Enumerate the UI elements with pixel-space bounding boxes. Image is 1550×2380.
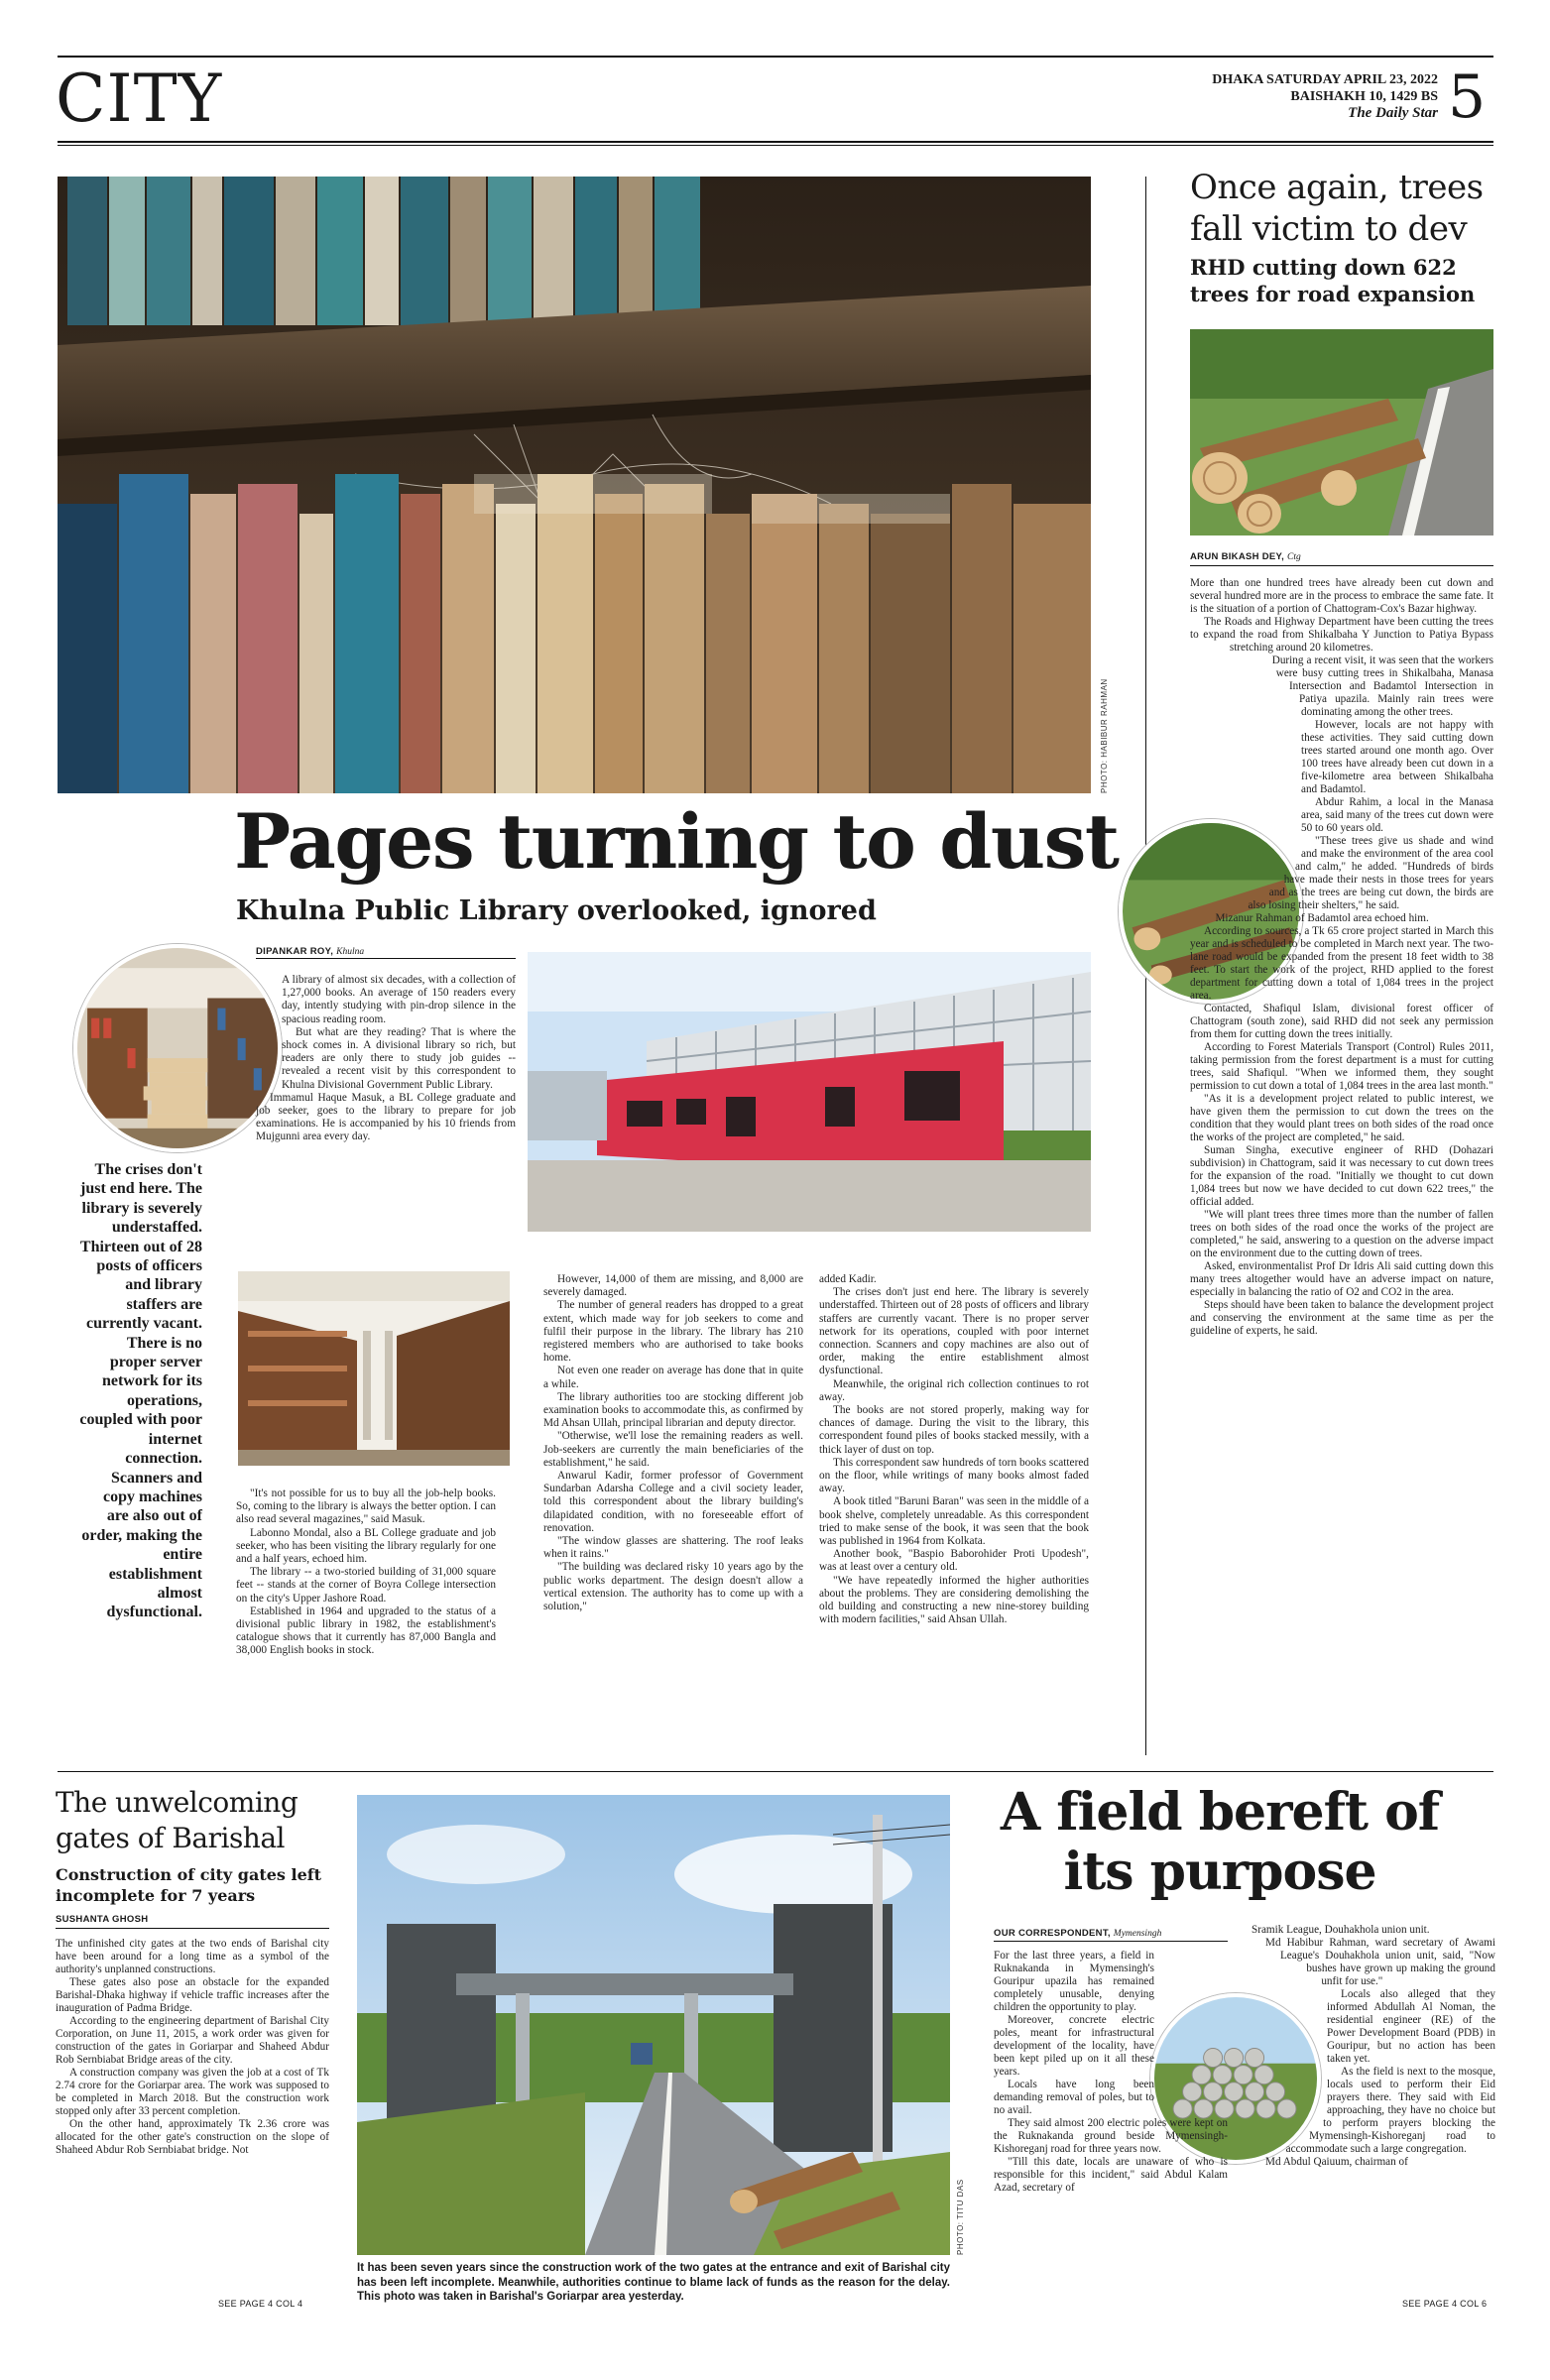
dateline — [1111, 71, 1438, 122]
section-divider — [58, 1771, 1493, 1772]
lead-paragraph: A library of almost six decades, with a collection of 1,27,000 books. An average of 150 readers every day, intently studying with pin-drop silence in the spacious reading room. — [282, 974, 516, 1025]
trees-paragraph: Steps should have been taken to balance the development project and conserving the environment at the same time as per the guideline of experts, he said. — [1190, 1299, 1493, 1337]
dateline-bangla: BAISHAKH 10, 1429 BS — [1290, 89, 1438, 104]
lead-paragraph: Labonno Mondal, also a BL College graduate and job seeker, who has been visiting the library regularly for one and a half years, echoed him. — [236, 1526, 496, 1566]
trees-paragraph: However, locals are not happy with these activities. They said cutting down trees started around one month ago. Over 100 trees have already been cut down in a five-kilometre area between Shikalbaha and Badamtol. — [1301, 719, 1493, 795]
lead-paragraph: "The building was declared risky 10 years ago by the public works department. The design doesn't allow a vertical extension. The authority has to come up with a solution," — [543, 1561, 803, 1613]
trees-paragraph: The Roads and Highway Department have been cutting the trees to expand the road from Shikalbaha Y Junction to Patiya Bypass stretching around 20 kilometres. — [1190, 616, 1493, 654]
dusty-books-illustration — [58, 177, 1091, 793]
lead-paragraph: Another book, "Baspio Baborohider Proti Upodesh", was at least over a century old. — [819, 1548, 1089, 1574]
masthead-top-rule — [58, 56, 1493, 58]
library-stacks-illustration — [77, 948, 278, 1148]
barishal-body — [56, 1938, 329, 2157]
masthead-bottom-rule-thin — [58, 145, 1493, 146]
barishal-paragraph: A construction company was given the job at a cost of Tk 2.74 crore for the Goriarpar area. The work was supposed to be completed in March 2018. But the construction work stopped only after 33 percent completion. — [56, 2067, 329, 2117]
byline-rule — [256, 958, 516, 959]
field-byline-name: OUR CORRESPONDENT, — [994, 1928, 1111, 1939]
trees-paragraph: Contacted, Shafiqul Islam, divisional forest officer of Chattogram (south zone), said RHD did not seek any permission from them for cutting down the trees initially. — [1190, 1003, 1493, 1040]
barishal-paragraph: On the other hand, approximately Tk 2.36 crore was allocated for the other gate's construction on the slope of Shaheed Abdur Rob Sernbiabat bridge. Not — [56, 2118, 329, 2156]
field-paragraph: They said almost 200 electric poles were kept on the Ruknakanda ground beside Mymensingh-Kishoreganj road for three years now. — [994, 2117, 1228, 2155]
field-col1 — [994, 1950, 1228, 2195]
byline-rule — [1190, 565, 1493, 566]
lead-paragraph: "Otherwise, we'll lose the remaining readers as well. Job-seekers are currently the main beneficiaries of the establishment," he said. — [543, 1430, 803, 1469]
lead-paragraph: "We have repeatedly informed the higher authorities about the problems. They are considering demolishing the old building and constructing a new nine-storey building with modern facilities," said Ahsan Ullah. — [819, 1574, 1089, 1626]
lead-subhead: Khulna Public Library overlooked, ignored — [236, 895, 877, 926]
lead-paragraph: A book titled "Baruni Baran" was seen in the middle of a book shelve, completely unreadable. As this correspondent tried to make sense of the book, it was seen that the book was published in 1964 from Kolkata. — [819, 1495, 1089, 1548]
lead-paragraph: Established in 1964 and upgraded to the status of a divisional public library in 1982, the establishment's catalogue shows that it currently has 87,000 Bangla and 38,000 English books in stock. — [236, 1605, 496, 1657]
trees-paragraph: "As it is a development project related to public interest, we have given them the permission to cut down the trees on the condition that they would plant trees on both sides of the road once the works of the project are completed," he said. — [1190, 1093, 1493, 1143]
lead-paragraph: The library -- a two-storied building of 31,000 square feet -- stands at the corner of Boyra College intersection on the city's Upper Jashore Road. — [236, 1566, 496, 1605]
field-headline: A field bereft of its purpose — [1000, 1782, 1440, 1902]
trees-paragraph: During a recent visit, it was seen that the workers were busy cutting trees in Shikalbaha, Manasa Intersection and Badamtol Intersection in Patiya upazila. Mainly rain trees were dominating among the other trees. — [1271, 654, 1493, 718]
barishal-photo-credit: PHOTO: TITU DAS — [956, 2179, 965, 2255]
lead-byline-place: Khulna — [336, 947, 365, 957]
lead-photo-books — [58, 177, 1091, 793]
field-byline-place: Mymensingh — [1113, 1929, 1162, 1939]
lead-col1-bottom — [236, 1488, 496, 1658]
field-paragraph: Locals also alleged that they informed Abdullah Al Noman, the residential engineer (RE) of the Power Development Board (PDB) in Gouripur, but no action has been taken yet. — [1327, 1988, 1495, 2065]
field-paragraph: Moreover, concrete electric poles, meant for infrastructural development of the locality, have been kept piled up on it all these years. — [994, 2014, 1154, 2078]
section-title: CITY — [56, 60, 223, 137]
lead-pull-quote: The crises don't just end here. The library is severely understaffed. Thirteen out of 28 posts of officers and library staffers are currently vacant. There is no proper server network for its operations, coupled with poor internet connection. Scanners and copy machines are also out of order, making the entire establishment almost dysfunctional. — [79, 1161, 202, 1621]
trees-byline — [1190, 551, 1493, 562]
field-paragraph: "Till this date, locals are unaware of who is responsible for this incident," said Abdul Kalam Azad, secretary of — [994, 2156, 1228, 2194]
lead-paragraph: However, 14,000 of them are missing, and 8,000 are severely damaged. — [543, 1273, 803, 1299]
trees-byline-name: ARUN BIKASH DEY, — [1190, 551, 1285, 562]
barishal-subhead: Construction of city gates left incomplete for 7 years — [56, 1865, 322, 1905]
barishal-paragraph: The unfinished city gates at the two ends of Barishal city have been around for a long time as a symbol of the authority's unplanned constructions. — [56, 1938, 329, 1975]
field-paragraph: As the field is next to the mosque, locals used to perform their Eid prayers there. They said with Eid approaching, they have no choice but to perform prayers blocking the Mymensingh-Kishoreganj road to accommodate such a large congregation. — [1285, 2066, 1495, 2155]
red-library-building-illustration — [528, 952, 1091, 1232]
field-col2 — [1252, 1924, 1495, 2184]
paper-name: The Daily Star — [1348, 105, 1438, 121]
lead-paragraph: Immamul Haque Masuk, a BL College graduate and job seeker, goes to the library to prepare for job examinations. He is accompanied by his 10 friends from Mujgunni area every day. — [256, 1091, 516, 1143]
trees-paragraph: Suman Singha, executive engineer of RHD (Dohazari subdivision) in Chattogram, said it was necessary to cut down trees for the expansion of the road. "Initially we thought to cut down 1,084 trees but now we have decided to cut down 622 trees," the official added. — [1190, 1144, 1493, 1208]
dateline-date: DHAKA SATURDAY APRIL 23, 2022 — [1212, 72, 1438, 87]
trees-headline: Once again, trees fall victim to dev — [1190, 168, 1484, 249]
trees-body — [1190, 577, 1493, 1338]
lead-paragraph: The number of general readers has dropped to a great extent, which made way for job seekers to come and fulfil their purpose in the library. The library has 210 registered members who are authorised to take books home. — [543, 1299, 803, 1365]
trees-paragraph: More than one hundred trees have already been cut down and several hundred more are in the process to embrace the same fate. It is the situation of a portion of Chattogram-Cox's Bazar highway. — [1190, 577, 1493, 615]
lead-inset-circle — [73, 944, 282, 1152]
lead-paragraph: This correspondent saw hundreds of torn books scattered on the floor, while writings of many books almost faded away. — [819, 1456, 1089, 1495]
byline-rule — [994, 1941, 1228, 1942]
lead-paragraph: The crises don't just end here. The library is severely understaffed. Thirteen out of 28 posts of officers and library staffers are currently vacant. There is no proper server network for its operations, coupled with poor internet connection. Scanners and copy machines are also out of order, making the entire establishment almost dysfunctional. — [819, 1286, 1089, 1377]
barishal-gate-photo — [357, 1795, 950, 2255]
field-paragraph: Md Habibur Rahman, ward secretary of Awami League's Douhakhola union unit, said, "Now bushes have grown up making the ground unfit for use." — [1265, 1937, 1495, 1987]
lead-paragraph: The library authorities too are stocking different job examination books to accommodate this, as confirmed by Md Ahsan Ullah, principal librarian and deputy director. — [543, 1390, 803, 1430]
lead-paragraph: Anwarul Kadir, former professor of Government Sundarban Adarsha College and a civil society leader, told this correspondent about the library building's dilapidated condition, with no foreseeable effort of renovation. — [543, 1470, 803, 1534]
lead-col2 — [543, 1273, 803, 1613]
shelves-aisle-illustration — [238, 1271, 510, 1466]
trees-paragraph: "We will plant trees three times more than the number of fallen trees on both sides of the road once the works of the project are completed," he said, answering to a question on the adverse impact on the environment due to the cutting down of trees. — [1190, 1209, 1493, 1259]
lead-col3 — [819, 1273, 1089, 1626]
field-jump[interactable]: SEE PAGE 4 COL 6 — [1402, 2299, 1488, 2309]
barishal-paragraph: These gates also pose an obstacle for the expanded Barishal-Dhaka highway if vehicle traffic increases after the inauguration of Padma Bridge. — [56, 1976, 329, 2014]
lead-paragraph: Meanwhile, the original rich collection continues to rot away. — [819, 1377, 1089, 1403]
trees-paragraph: According to Forest Materials Transport (Control) Rules 2011, taking permission from the forest department is a must for cutting trees, said Shafiqul. "When we informed them, they sought permission to cut down a total of 1,084 trees in the area last month." — [1190, 1041, 1493, 1092]
field-paragraph: Md Abdul Qaiuum, chairman of — [1265, 2156, 1408, 2168]
trees-paragraph: Abdur Rahim, a local in the Manasa area, said many of the trees cut down were 50 to 60 years old. — [1301, 796, 1493, 834]
trees-paragraph: Asked, environmentalist Prof Dr Idris Ali said cutting down this many trees altogether would have an adverse impact on nature, especially in balancing the ratio of O2 and CO2 in the area. — [1190, 1260, 1493, 1298]
masthead-bottom-rule — [58, 141, 1493, 143]
page-number: 5 — [1448, 62, 1487, 132]
trees-paragraph: "These trees give us shade and wind and make the environment of the area cool and calm," he added. "Hundreds of birds have made their nests in those trees for years and as the trees are being cut down, the birds are also losing their shelters," he said. — [1248, 835, 1493, 911]
lead-paragraph: "The window glasses are shattering. The roof leaks when it rains." — [543, 1535, 803, 1561]
field-paragraph: For the last three years, a field in Ruknakanda in Mymensingh's Gouripur upazila has remained completely unusable, denying children the opportunity to play. — [994, 1950, 1154, 2013]
barishal-byline: SUSHANTA GHOSH — [56, 1914, 149, 1925]
lead-paragraph: added Kadir. — [819, 1273, 877, 1285]
barishal-photo-caption: It has been seven years since the construction work of the two gates at the entrance and exit of Barishal city has been left incomplete. Meanwhile, authorities continue to blame lack of funds as the reason for the delay. This photo was taken in Barishal's Goriarpar area yesterday. — [357, 2262, 950, 2303]
felled-trees-roadside-illustration — [1190, 329, 1493, 536]
barishal-paragraph: According to the engineering department of Barishal City Corporation, on June 11, 2015, a work order was given for construction of the gates in Goriarpar and Shaheed Abdur Rob Sernbiabat Bridge areas of the city. — [56, 2015, 329, 2066]
lead-paragraph: Not even one reader on average has done that in quite a while. — [543, 1365, 803, 1390]
lead-paragraph: The books are not stored properly, making way for chances of damage. During the visit to the library, this correspondent found piles of books stacked messily, with a thick layer of dust on top. — [819, 1404, 1089, 1456]
lead-byline-name: DIPANKAR ROY, — [256, 946, 334, 957]
lead-paragraph: "It's not possible for us to buy all the job-help books. So, coming to the library is always the better option. I can also read several magazines," said Masuk. — [236, 1488, 496, 1526]
trees-photo — [1190, 329, 1493, 536]
lead-byline — [256, 946, 514, 957]
byline-rule — [56, 1928, 329, 1929]
trees-paragraph: Mizanur Rahman of Badamtol area echoed him. — [1215, 912, 1429, 924]
lead-col1-top — [256, 974, 516, 1144]
field-byline — [994, 1928, 1240, 1939]
trees-subhead: RHD cutting down 622 trees for road expansion — [1190, 255, 1476, 306]
barishal-jump[interactable]: SEE PAGE 4 COL 4 — [218, 2299, 303, 2309]
lead-paragraph: But what are they reading? That is where the shock comes in. A divisional library so rich, but readers are only there to study job guides -- revealed a recent visit by this correspondent to Khulna Divisional Government Public Library. — [282, 1025, 516, 1091]
lead-headline: Pages turning to dust — [234, 797, 1119, 886]
library-shelves-photo — [238, 1271, 510, 1466]
field-paragraph: Sramik League, Douhakhola union unit. — [1252, 1924, 1430, 1936]
barishal-headline: The unwelcoming gates of Barishal — [56, 1786, 298, 1854]
lead-photo-credit: PHOTO: HABIBUR RAHMAN — [1100, 678, 1109, 793]
library-building-photo — [528, 952, 1091, 1232]
trees-byline-place: Ctg — [1287, 552, 1301, 562]
unfinished-gates-road-illustration — [357, 1795, 950, 2255]
trees-paragraph: According to sources, a Tk 65 crore project started in March this year and is scheduled to be completed in March next year. The two-lane road would be expanded from the present 18 feet width to 38 feet. To start the work of the project, RHD applied to the forest department for cutting down a total of 1,084 trees in the project area. — [1190, 925, 1493, 1002]
field-float-spacer — [1154, 2017, 1228, 2112]
field-paragraph: Locals have long been demanding removal of poles, but to no avail. — [994, 2079, 1154, 2116]
